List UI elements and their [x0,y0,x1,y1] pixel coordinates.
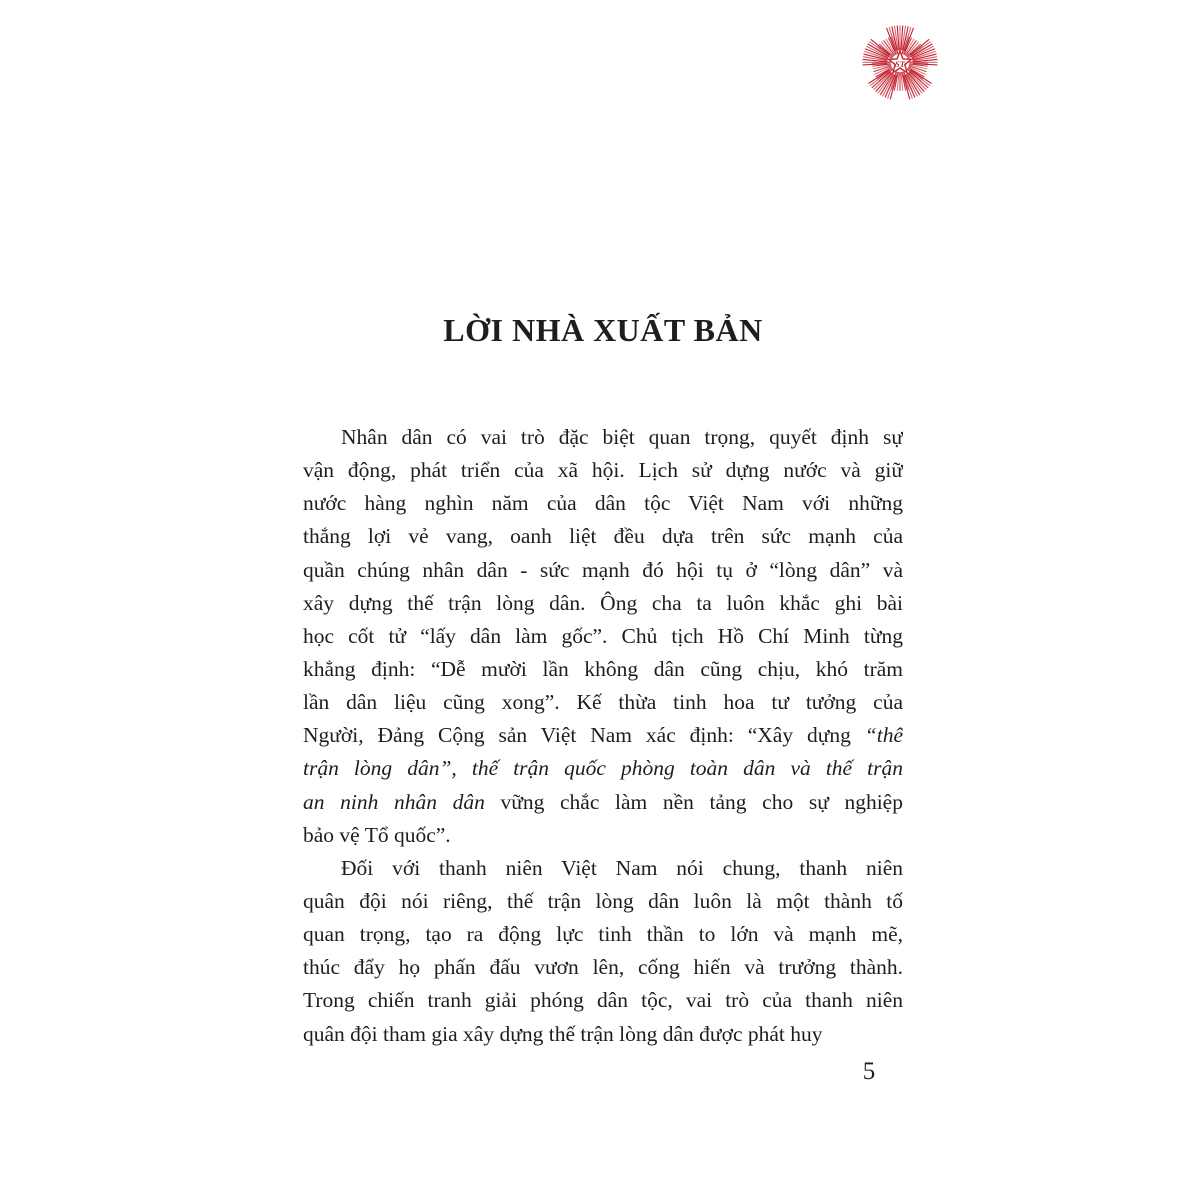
body-segment: vận động, phát triển của xã hội. Lịch sử dựng nước và giữ [303,458,903,483]
body-line [303,852,903,885]
body-line [303,984,903,1017]
body-line [303,653,903,686]
body-line [303,819,903,852]
body-line [303,686,903,719]
body-segment: khẳng định: “Dễ mười lần không dân cũng chịu, khó trăm [303,656,903,681]
body-segment: quân đội nói riêng, thế trận lòng dân luôn là một thành tố [303,888,903,913]
body-segment-italic: trận lòng dân”, thế trận quốc phòng toàn dân và thế trận [303,756,903,781]
body-line [303,421,903,454]
body-segment-italic: an ninh nhân dân [303,789,485,814]
body-line [303,520,903,553]
body-line [303,786,903,819]
body-segment: bảo vệ Tổ quốc”. [303,822,451,847]
publisher-star-logo-icon [860,22,940,104]
body-segment: Trong chiến tranh giải phóng dân tộc, vai trò của thanh niên [303,988,903,1013]
publisher-logo [860,22,940,104]
body-segment: xây dựng thế trận lòng dân. Ông cha ta luôn khắc ghi bài [303,590,903,615]
body-line [303,719,903,752]
body-segment: Nhân dân có vai trò đặc biệt quan trọng, quyết định sự [341,425,903,449]
body-text [303,421,903,1051]
body-line [303,554,903,587]
body-line [303,1018,903,1051]
logo-monogram: ST [895,60,905,69]
body-segment: quần chúng nhân dân - sức mạnh đó hội tụ ở “lòng dân” và [303,557,903,582]
page-number: 5 [862,1058,876,1085]
body-segment: lần dân liệu cũng xong”. Kế thừa tinh hoa tư tưởng của [303,690,903,715]
body-line [303,951,903,984]
body-segment: quân đội tham gia xây dựng thế trận lòng dân được phát huy [303,1021,823,1046]
body-segment: Đối với thanh niên Việt Nam nói chung, thanh niên [341,855,903,880]
body-line [303,487,903,520]
body-segment: Người, Đảng Cộng sản Việt Nam xác định: “Xây dựng [303,723,865,748]
body-segment: học cốt tử “lấy dân làm gốc”. Chủ tịch Hồ Chí Minh từng [303,623,903,648]
body-segment: thắng lợi vẻ vang, oanh liệt đều dựa trên sức mạnh của [303,524,903,549]
body-line [303,620,903,653]
body-line [303,752,903,785]
body-segment: thúc đẩy họ phấn đấu vươn lên, cống hiến và trưởng thành. [303,955,903,980]
body-line [303,885,903,918]
body-segment: quan trọng, tạo ra động lực tinh thần to lớn và mạnh mẽ, [303,922,903,947]
body-segment: nước hàng nghìn năm của dân tộc Việt Nam với những [303,491,903,516]
body-line [303,454,903,487]
body-segment: vững chắc làm nền tảng cho sự nghiệp [484,789,903,814]
body-line [303,587,903,620]
body-segment-italic: “thế [864,723,903,748]
body-line [303,918,903,951]
page-title: LỜI NHÀ XUẤT BẢN [443,312,763,348]
